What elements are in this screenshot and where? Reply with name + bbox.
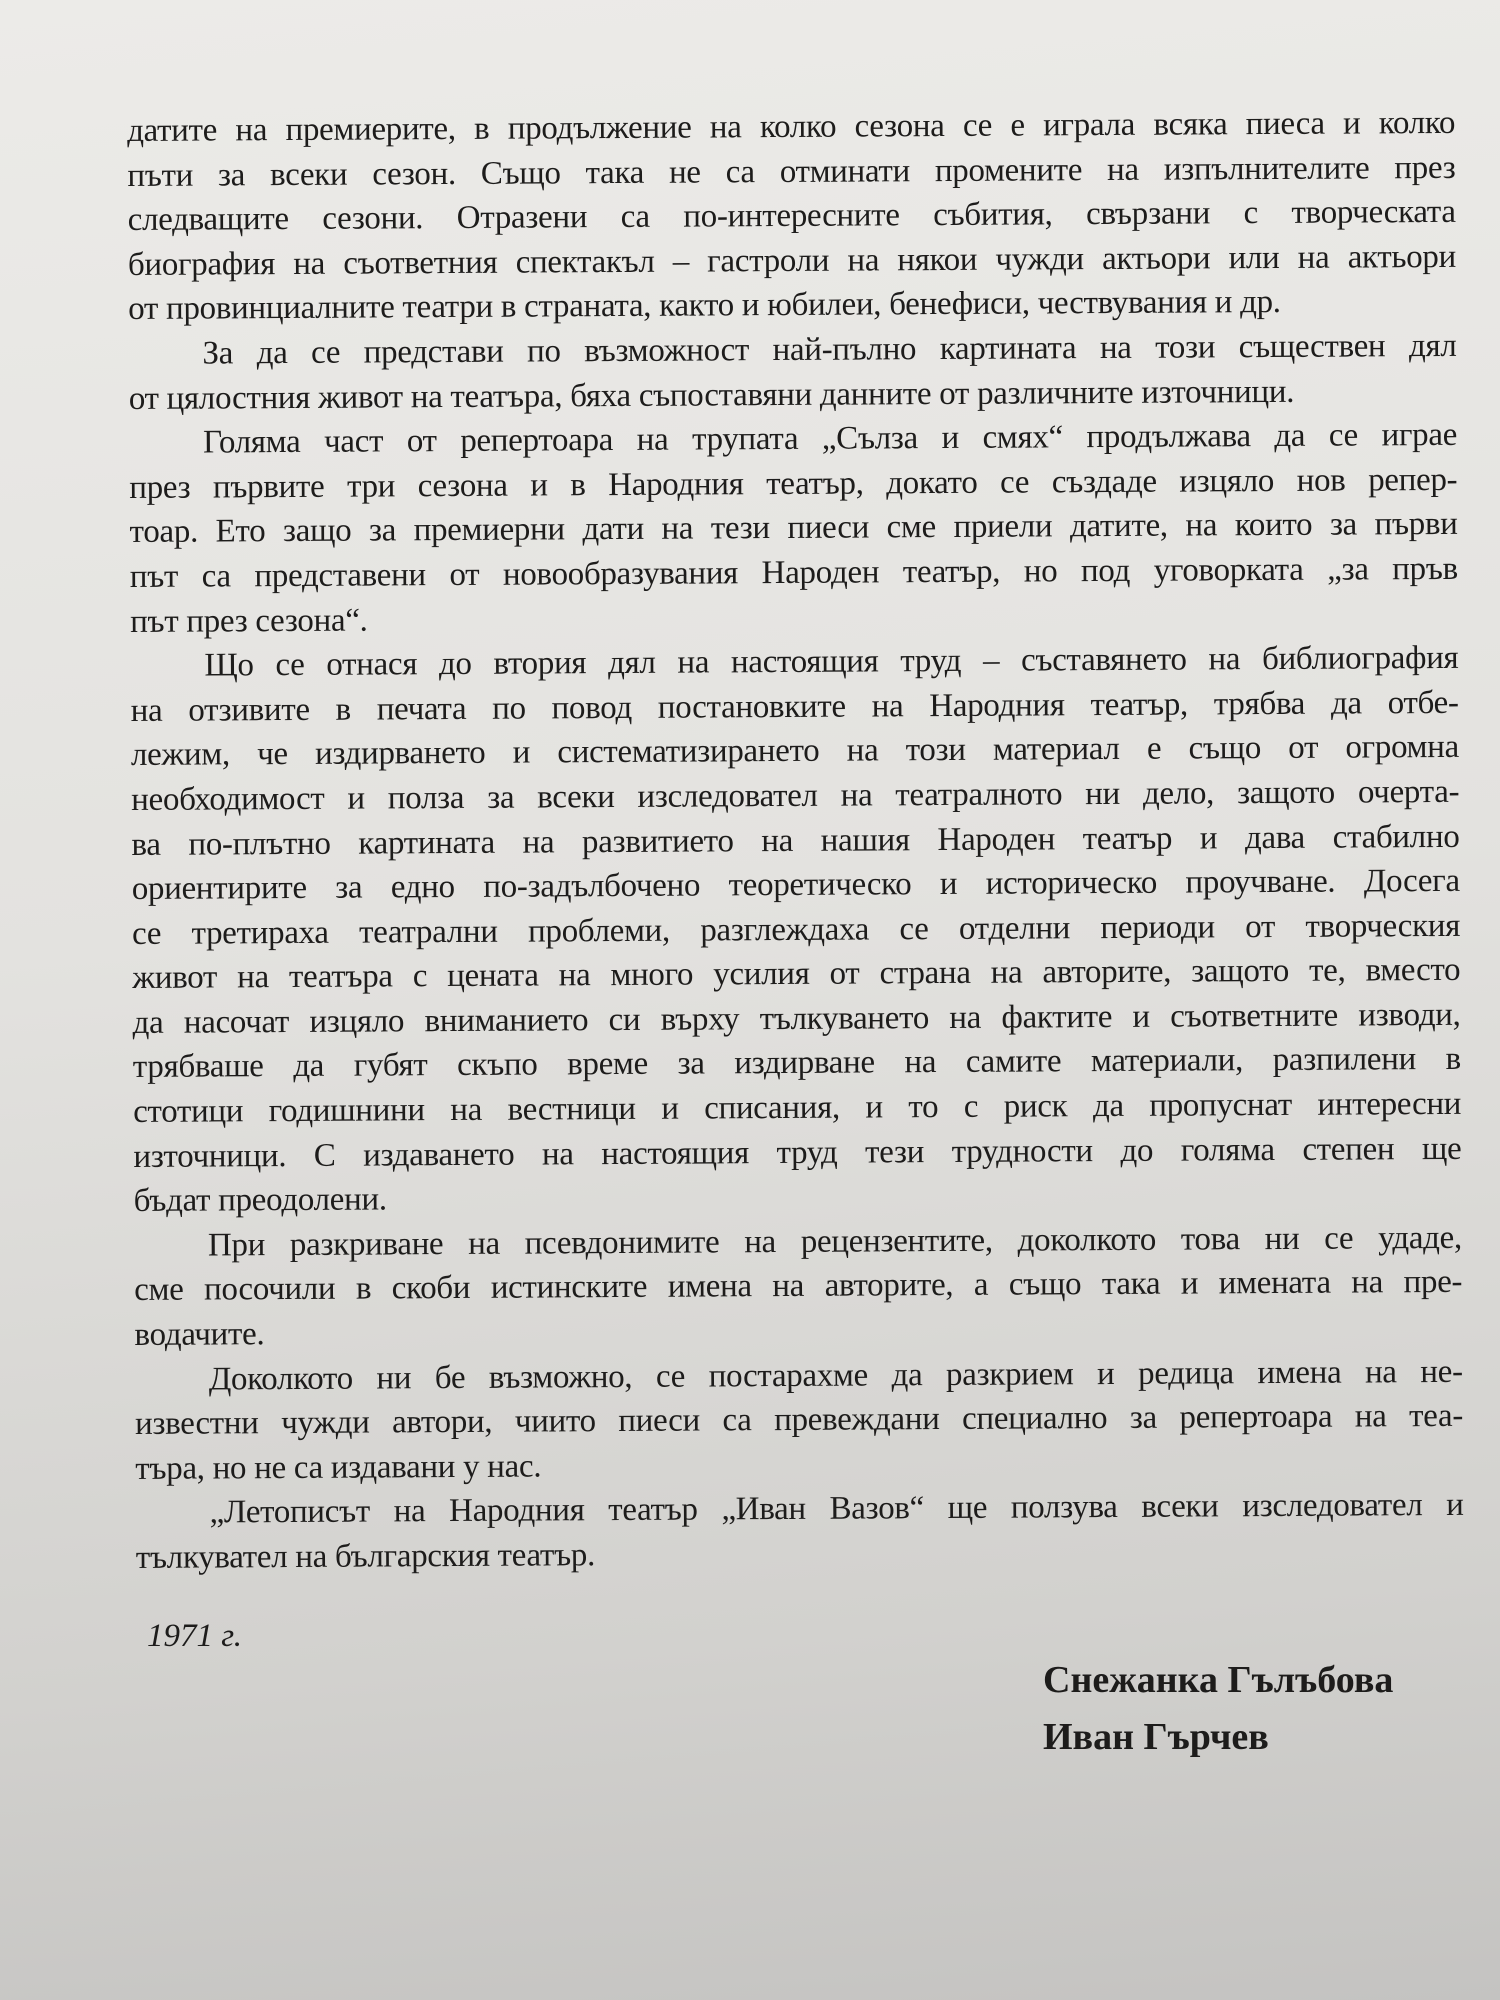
text-line: датите на премиерите, в продължение на колко сезона се е играла всяка пиеса и колко <box>127 104 1456 149</box>
text-line: живот на театъра с цената на много усилия от страна на авторите, защото те, вместо <box>132 952 1461 997</box>
text-line: търа, но не са издавани у нас. <box>135 1448 542 1487</box>
paragraph <box>135 1483 1464 1580</box>
text-line: Доколкото ни бе възможно, се постарахме да разкрием и редица имена на не- <box>208 1353 1463 1398</box>
text-line: през първите три сезона и в Народния театър, докато се създаде изцяло нов репер- <box>129 461 1458 506</box>
text-line: тълкувател на българския театър. <box>135 1537 596 1576</box>
text-line: лежим, че издирването и систематизирането на този материал е също от огромна <box>130 729 1460 774</box>
text-line: да насочат изцяло вниманието си върху тълкуването на фактите и съответните изводи, <box>132 996 1461 1041</box>
paragraph <box>134 1216 1463 1358</box>
body-text <box>127 101 1464 1581</box>
text-line: бъдат преодолени. <box>133 1181 387 1220</box>
text-line: от цялостния живот на театъра, бяха съпоставяни данните от различните източници. <box>128 373 1295 417</box>
text-line: се третираха театрални проблеми, разглеждаха се отделни периоди от творческия <box>131 907 1461 952</box>
text-line: Голяма част от репертоара на трупата „Сълза и смях“ продължава да се играе <box>202 417 1458 461</box>
text-line: пъти за всеки сезон. Също така не са отминати промените на изпълнителите през <box>127 149 1456 194</box>
text-line: източници. С издаването на настоящия труд тези трудности до голяма степен ще <box>133 1130 1462 1175</box>
paragraph <box>127 101 1456 332</box>
text-line: сме посочили в скоби истинските имена на авторите, а също така и имената на пре- <box>134 1264 1463 1309</box>
text-line: стотици годишнини на вестници и списания, и то с риск да пропуснат интересни <box>133 1085 1462 1131</box>
signer-name: Иван Гърчев <box>1043 1716 1269 1758</box>
date-line: 1971 г. <box>147 1618 242 1654</box>
text-line: трябваше да губят скъпо време за издирване на самите материали, разпилени в <box>132 1041 1461 1086</box>
paragraph <box>128 324 1457 421</box>
text-line: следващите сезони. Отразени са по-интересните събития, свързани с творческата <box>127 194 1456 239</box>
text-line: тоар. Ето защо за премиерни дати на тези пиеси сме приели датите, на които за първи <box>129 506 1458 551</box>
text-line: Що се отнася до втория дял на настоящия труд – съставянето на библиография <box>204 640 1459 684</box>
text-line: ориентирите за едно по-задълбочено теоретическо и историческо проучване. Досега <box>131 862 1460 908</box>
paragraph <box>130 636 1462 1224</box>
text-line: биография на съответния спектакъл – гастроли на някои чужди актьори или на актьори <box>127 238 1457 283</box>
text-line: За да се представи по възможност най-пълно картината на този съществен дял <box>202 327 1457 372</box>
text-line: ва по-плътно картината на развитието на нашия Народен театър и дава стабилно <box>131 818 1460 863</box>
text-line: водачите. <box>134 1316 265 1354</box>
paragraph <box>129 413 1458 644</box>
signer-name: Снежанка Гълъбова <box>1043 1659 1394 1701</box>
text-line: от провинциалните театри в страната, както и юбилеи, бенефиси, чествувания и др. <box>128 284 1281 328</box>
text-line: път са представени от новообразувания Народен театър, но под уговорката „за пръв <box>129 550 1458 595</box>
paragraph <box>135 1349 1464 1491</box>
signatures <box>1043 1652 1393 1766</box>
text-line: „Летописът на Народния театър „Иван Вазов“ ще ползува всеки изследовател и <box>209 1487 1464 1531</box>
text-line: път през сезона“. <box>130 602 368 640</box>
text-line: При разкриване на псевдонимите на рецензентите, доколкото това ни се удаде, <box>207 1219 1463 1264</box>
text-line: необходимост и полза за всеки изследовател на театралното ни дело, защото очерта- <box>131 773 1460 818</box>
text-line: на отзивите в печата по повод постановките на Народния театър, трябва да отбе- <box>130 684 1459 729</box>
text-line: известни чужди автори, чиито пиеси са превеждани специално за репертоара на теа- <box>134 1398 1464 1443</box>
